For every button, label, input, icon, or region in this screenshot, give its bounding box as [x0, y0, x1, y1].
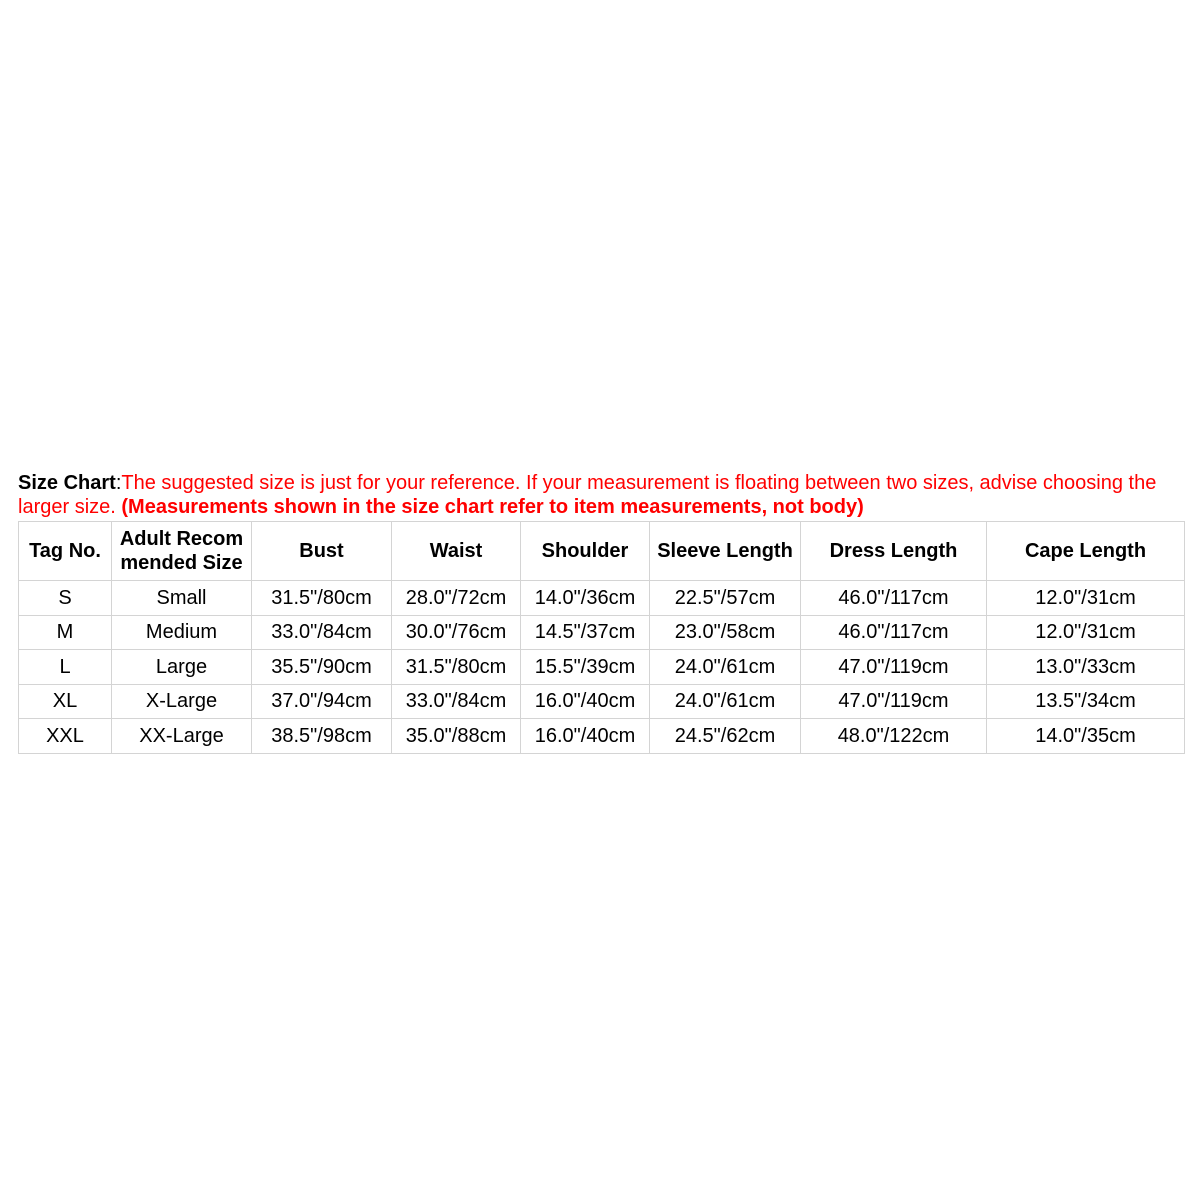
table-cell: 31.5"/80cm: [392, 650, 521, 685]
header-bust: Bust: [252, 522, 392, 581]
header-sleeve-length: Sleeve Length: [650, 522, 801, 581]
table-cell: 16.0"/40cm: [521, 719, 650, 754]
header-adult-recommended-size: Adult Recom mended Size: [112, 522, 252, 581]
size-chart-emphasis: (Measurements shown in the size chart refer to item measurements, not body): [121, 496, 864, 518]
table-cell: 46.0"/117cm: [801, 581, 987, 616]
table-cell: 48.0"/122cm: [801, 719, 987, 754]
table-cell: 23.0"/58cm: [650, 615, 801, 650]
table-cell: 16.0"/40cm: [521, 684, 650, 719]
header-waist: Waist: [392, 522, 521, 581]
header-cape-length: Cape Length: [987, 522, 1185, 581]
table-cell: 33.0"/84cm: [252, 615, 392, 650]
table-cell: 30.0"/76cm: [392, 615, 521, 650]
table-cell: 46.0"/117cm: [801, 615, 987, 650]
table-cell: 12.0"/31cm: [987, 581, 1185, 616]
header-shoulder: Shoulder: [521, 522, 650, 581]
size-table: [18, 521, 1185, 754]
table-cell: 28.0"/72cm: [392, 581, 521, 616]
table-cell: 13.0"/33cm: [987, 650, 1185, 685]
table-row: [19, 719, 1185, 754]
table-cell: 38.5"/98cm: [252, 719, 392, 754]
size-chart-note: The suggested size is just for your reference. If your measurement is floating between two sizes, advise choosing the larger size.: [18, 472, 1157, 518]
table-cell: S: [19, 581, 112, 616]
table-cell: XX-Large: [112, 719, 252, 754]
table-cell: XXL: [19, 719, 112, 754]
table-cell: 24.0"/61cm: [650, 684, 801, 719]
table-cell: 15.5"/39cm: [521, 650, 650, 685]
table-cell: 33.0"/84cm: [392, 684, 521, 719]
table-cell: 47.0"/119cm: [801, 650, 987, 685]
table-cell: 13.5"/34cm: [987, 684, 1185, 719]
table-cell: 22.5"/57cm: [650, 581, 801, 616]
table-cell: 14.0"/36cm: [521, 581, 650, 616]
size-chart-label: Size Chart: [18, 472, 116, 494]
table-row: [19, 581, 1185, 616]
table-cell: 37.0"/94cm: [252, 684, 392, 719]
table-cell: M: [19, 615, 112, 650]
size-chart-intro: [18, 471, 1184, 519]
header-dress-length: Dress Length: [801, 522, 987, 581]
size-chart: [18, 471, 1184, 754]
table-cell: X-Large: [112, 684, 252, 719]
table-cell: 14.0"/35cm: [987, 719, 1185, 754]
table-cell: 12.0"/31cm: [987, 615, 1185, 650]
size-chart-separator: :: [115, 472, 122, 494]
table-cell: 35.0"/88cm: [392, 719, 521, 754]
table-cell: 47.0"/119cm: [801, 684, 987, 719]
table-cell: Medium: [112, 615, 252, 650]
table-cell: 24.5"/62cm: [650, 719, 801, 754]
header-tag-no: Tag No.: [19, 522, 112, 581]
table-cell: L: [19, 650, 112, 685]
table-cell: 14.5"/37cm: [521, 615, 650, 650]
table-row: [19, 684, 1185, 719]
table-cell: Large: [112, 650, 252, 685]
table-row: [19, 615, 1185, 650]
table-cell: 31.5"/80cm: [252, 581, 392, 616]
table-cell: Small: [112, 581, 252, 616]
table-cell: 35.5"/90cm: [252, 650, 392, 685]
table-header-row: [19, 522, 1185, 581]
table-cell: 24.0"/61cm: [650, 650, 801, 685]
table-row: [19, 650, 1185, 685]
table-cell: XL: [19, 684, 112, 719]
